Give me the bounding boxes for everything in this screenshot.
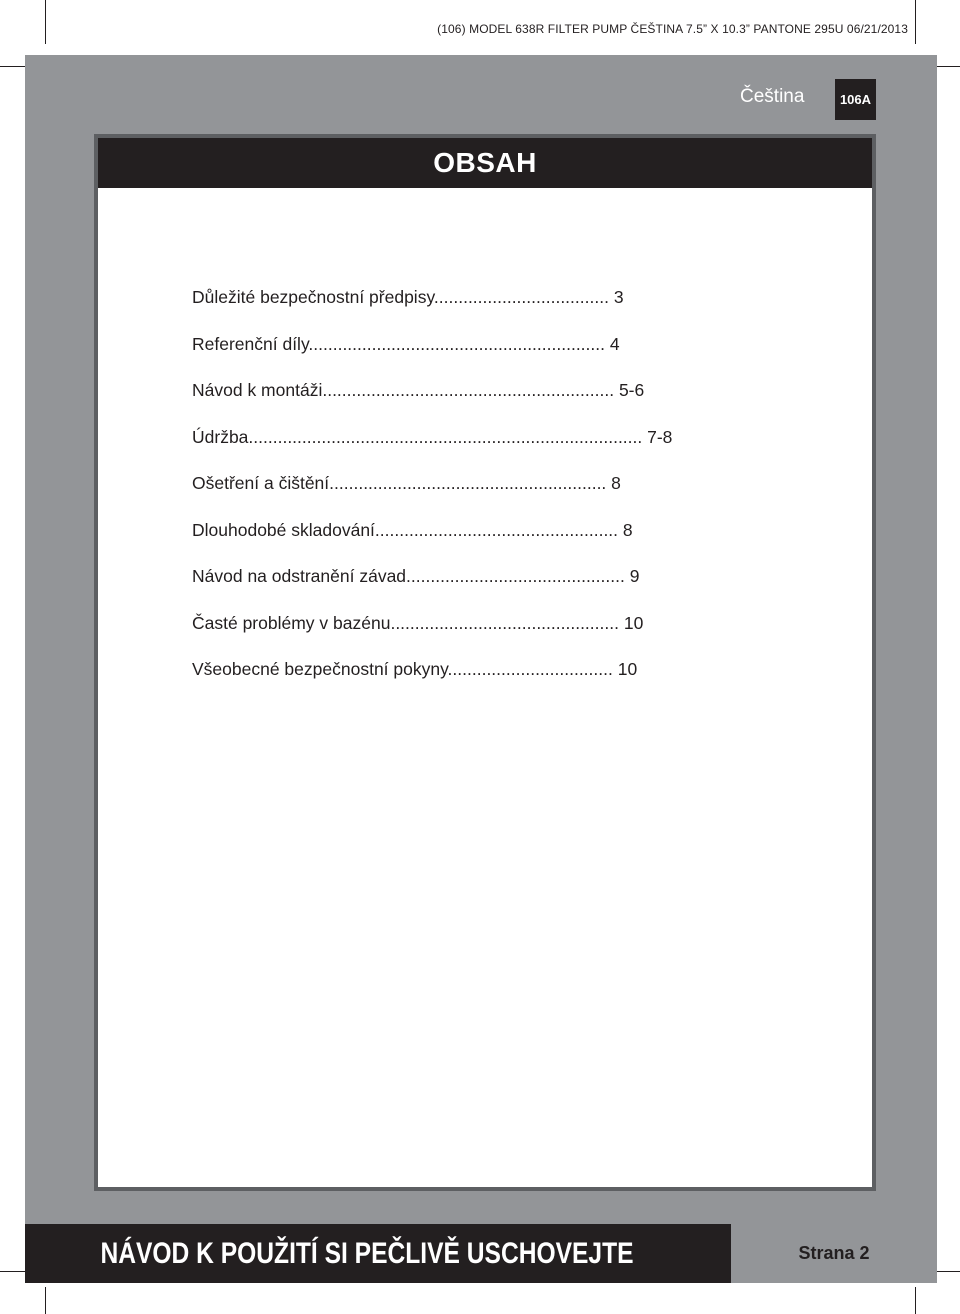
crop-mark-bottom-right-vertical bbox=[915, 1287, 916, 1314]
toc-item[interactable]: Ošetření a čištění......................................................... 8 bbox=[192, 473, 621, 493]
content-panel bbox=[94, 134, 876, 1191]
page-number: Strana 2 bbox=[731, 1224, 937, 1283]
footer-bar bbox=[25, 1224, 937, 1283]
toc-item[interactable]: Referenční díly............................................................. 4 bbox=[192, 333, 620, 354]
page-title: OBSAH bbox=[98, 138, 872, 188]
footer-notice: NÁVOD K POUŽITÍ SI PEČLIVĚ USCHOVEJTE bbox=[100, 1236, 634, 1270]
toc-item[interactable]: Údržba................................................................................. 7-8 bbox=[192, 426, 673, 447]
toc-item[interactable]: Dlouhodobé skladování.................................................. 8 bbox=[192, 519, 633, 540]
table-of-contents bbox=[192, 286, 792, 705]
printer-info-line: (106) MODEL 638R FILTER PUMP ČEŠTINA 7.5” X 10.3” PANTONE 295U 06/21/2013 bbox=[437, 22, 908, 36]
crop-mark-bottom-left-vertical bbox=[45, 1287, 46, 1314]
toc-item[interactable]: Návod k montáži............................................................ 5-6 bbox=[192, 380, 645, 400]
toc-item[interactable]: Všeobecné bezpečnostní pokyny.................................. 10 bbox=[192, 659, 638, 679]
toc-item[interactable]: Časté problémy v bazénu............................................... 10 bbox=[192, 612, 644, 633]
page-code-badge: 106A bbox=[835, 79, 876, 120]
language-label: Čeština bbox=[740, 86, 805, 107]
crop-mark-top-left-vertical bbox=[45, 0, 46, 44]
toc-item[interactable]: Návod na odstranění závad............................................. 9 bbox=[192, 566, 640, 586]
toc-item[interactable]: Důležité bezpečnostní předpisy.................................... 3 bbox=[192, 287, 624, 307]
crop-mark-top-right-vertical bbox=[915, 0, 916, 44]
